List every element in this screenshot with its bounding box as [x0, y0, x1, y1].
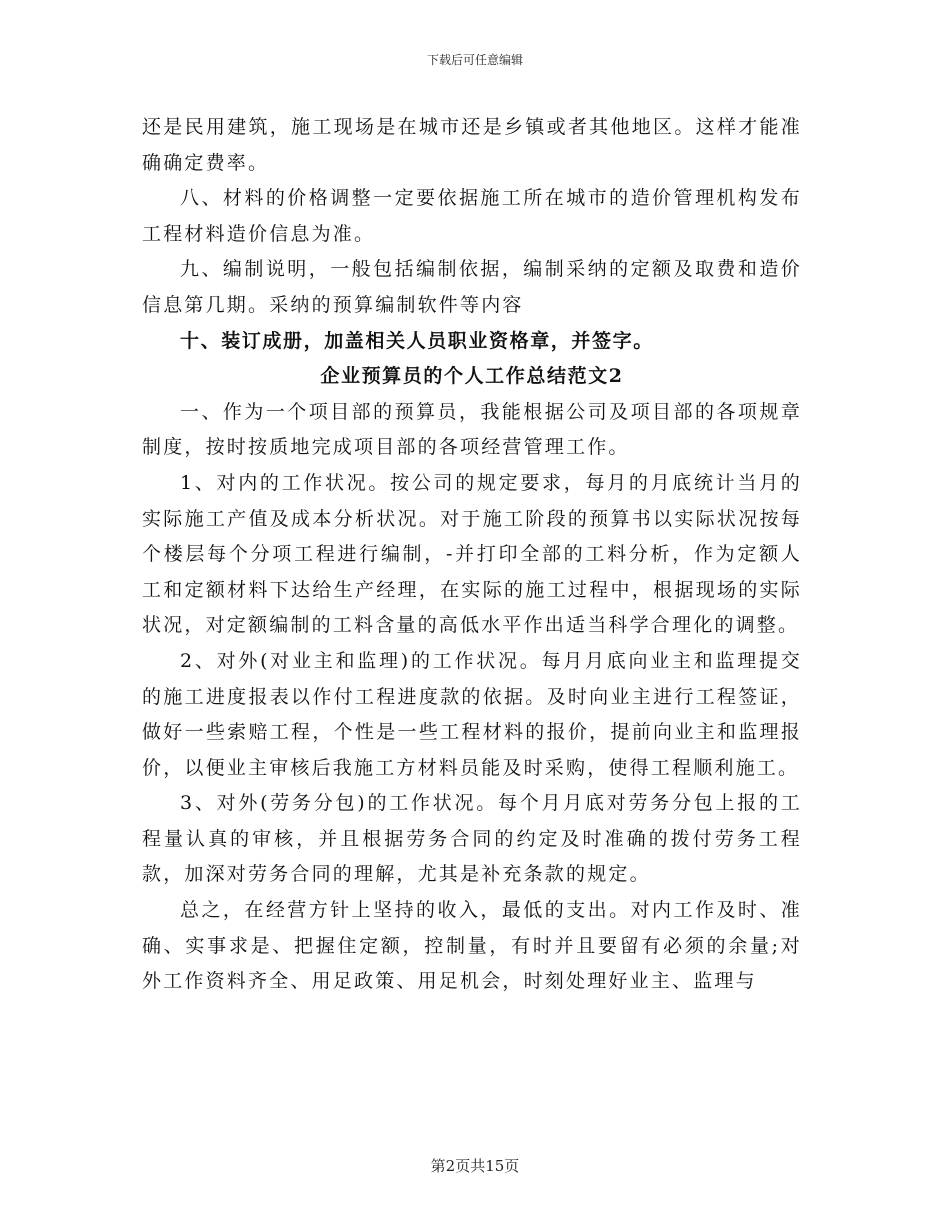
- paragraph-item-9: 九、编制说明，一般包括编制依据，编制采纳的定额及取费和造价信息第几期。采纳的预算编制软件等内容: [142, 258, 802, 316]
- paragraph-internal-work: 1、对内的工作状况。按公司的规定要求，每月的月底统计当月的实际施工产值及成本分析状况。对于施工阶段的预算书以实际状况按每个楼层每个分项工程进行编制，-并打印全部的工料分析，作为定额人工和定额材料下达给生产经理，在实际的施工过程中，根据现场的实际状况，对定额编制的工料含量的高低水平作出适当科学合理化的调整。: [142, 471, 802, 637]
- paragraph-item-10: 十、装订成册，加盖相关人员职业资格章，并签字。: [180, 329, 654, 352]
- paragraph-item-8: 八、材料的价格调整一定要依据施工所在城市的造价管理机构发布工程材料造价信息为准。: [142, 187, 802, 245]
- section-title: 企业预算员的个人工作总结范文2: [320, 365, 624, 388]
- paragraph-external-owner-work: 2、对外(对业主和监理)的工作状况。每月月底向业主和监理提交的施工进度报表以作付工程进度款的依据。及时向业主进行工程签证，做好一些索赔工程，个性是一些工程材料的报价，提前向业主和监理报价，以便业主审核后我施工方材料员能及时采购，使得工程顺利施工。: [142, 649, 802, 779]
- document-body: [142, 110, 802, 1000]
- page-header: 下载后可任意编辑: [426, 53, 523, 67]
- page-footer: 第2页共15页: [430, 1157, 520, 1175]
- paragraph-intro: 一、作为一个项目部的预算员，我能根据公司及项目部的各项规章制度，按时按质地完成项目部的各项经营管理工作。: [142, 400, 802, 459]
- paragraph-continuation: 还是民用建筑，施工现场是在城市还是乡镇或者其他地区。这样才能准确确定费率。: [142, 116, 802, 174]
- paragraph-external-labor-work: 3、对外(劳务分包)的工作状况。每个月月底对劳务分包上报的工程量认真的审核，并且根据劳务合同的约定及时准确的拨付劳务工程款，加深对劳务合同的理解，尤其是补充条款的规定。: [142, 792, 802, 886]
- paragraph-summary: 总之，在经营方针上坚持的收入，最低的支出。对内工作及时、准确、实事求是、把握住定额，控制量，有时并且要留有必须的余量;对外工作资料齐全、用足政策、用足机会，时刻处理好业主、监理与: [142, 899, 802, 993]
